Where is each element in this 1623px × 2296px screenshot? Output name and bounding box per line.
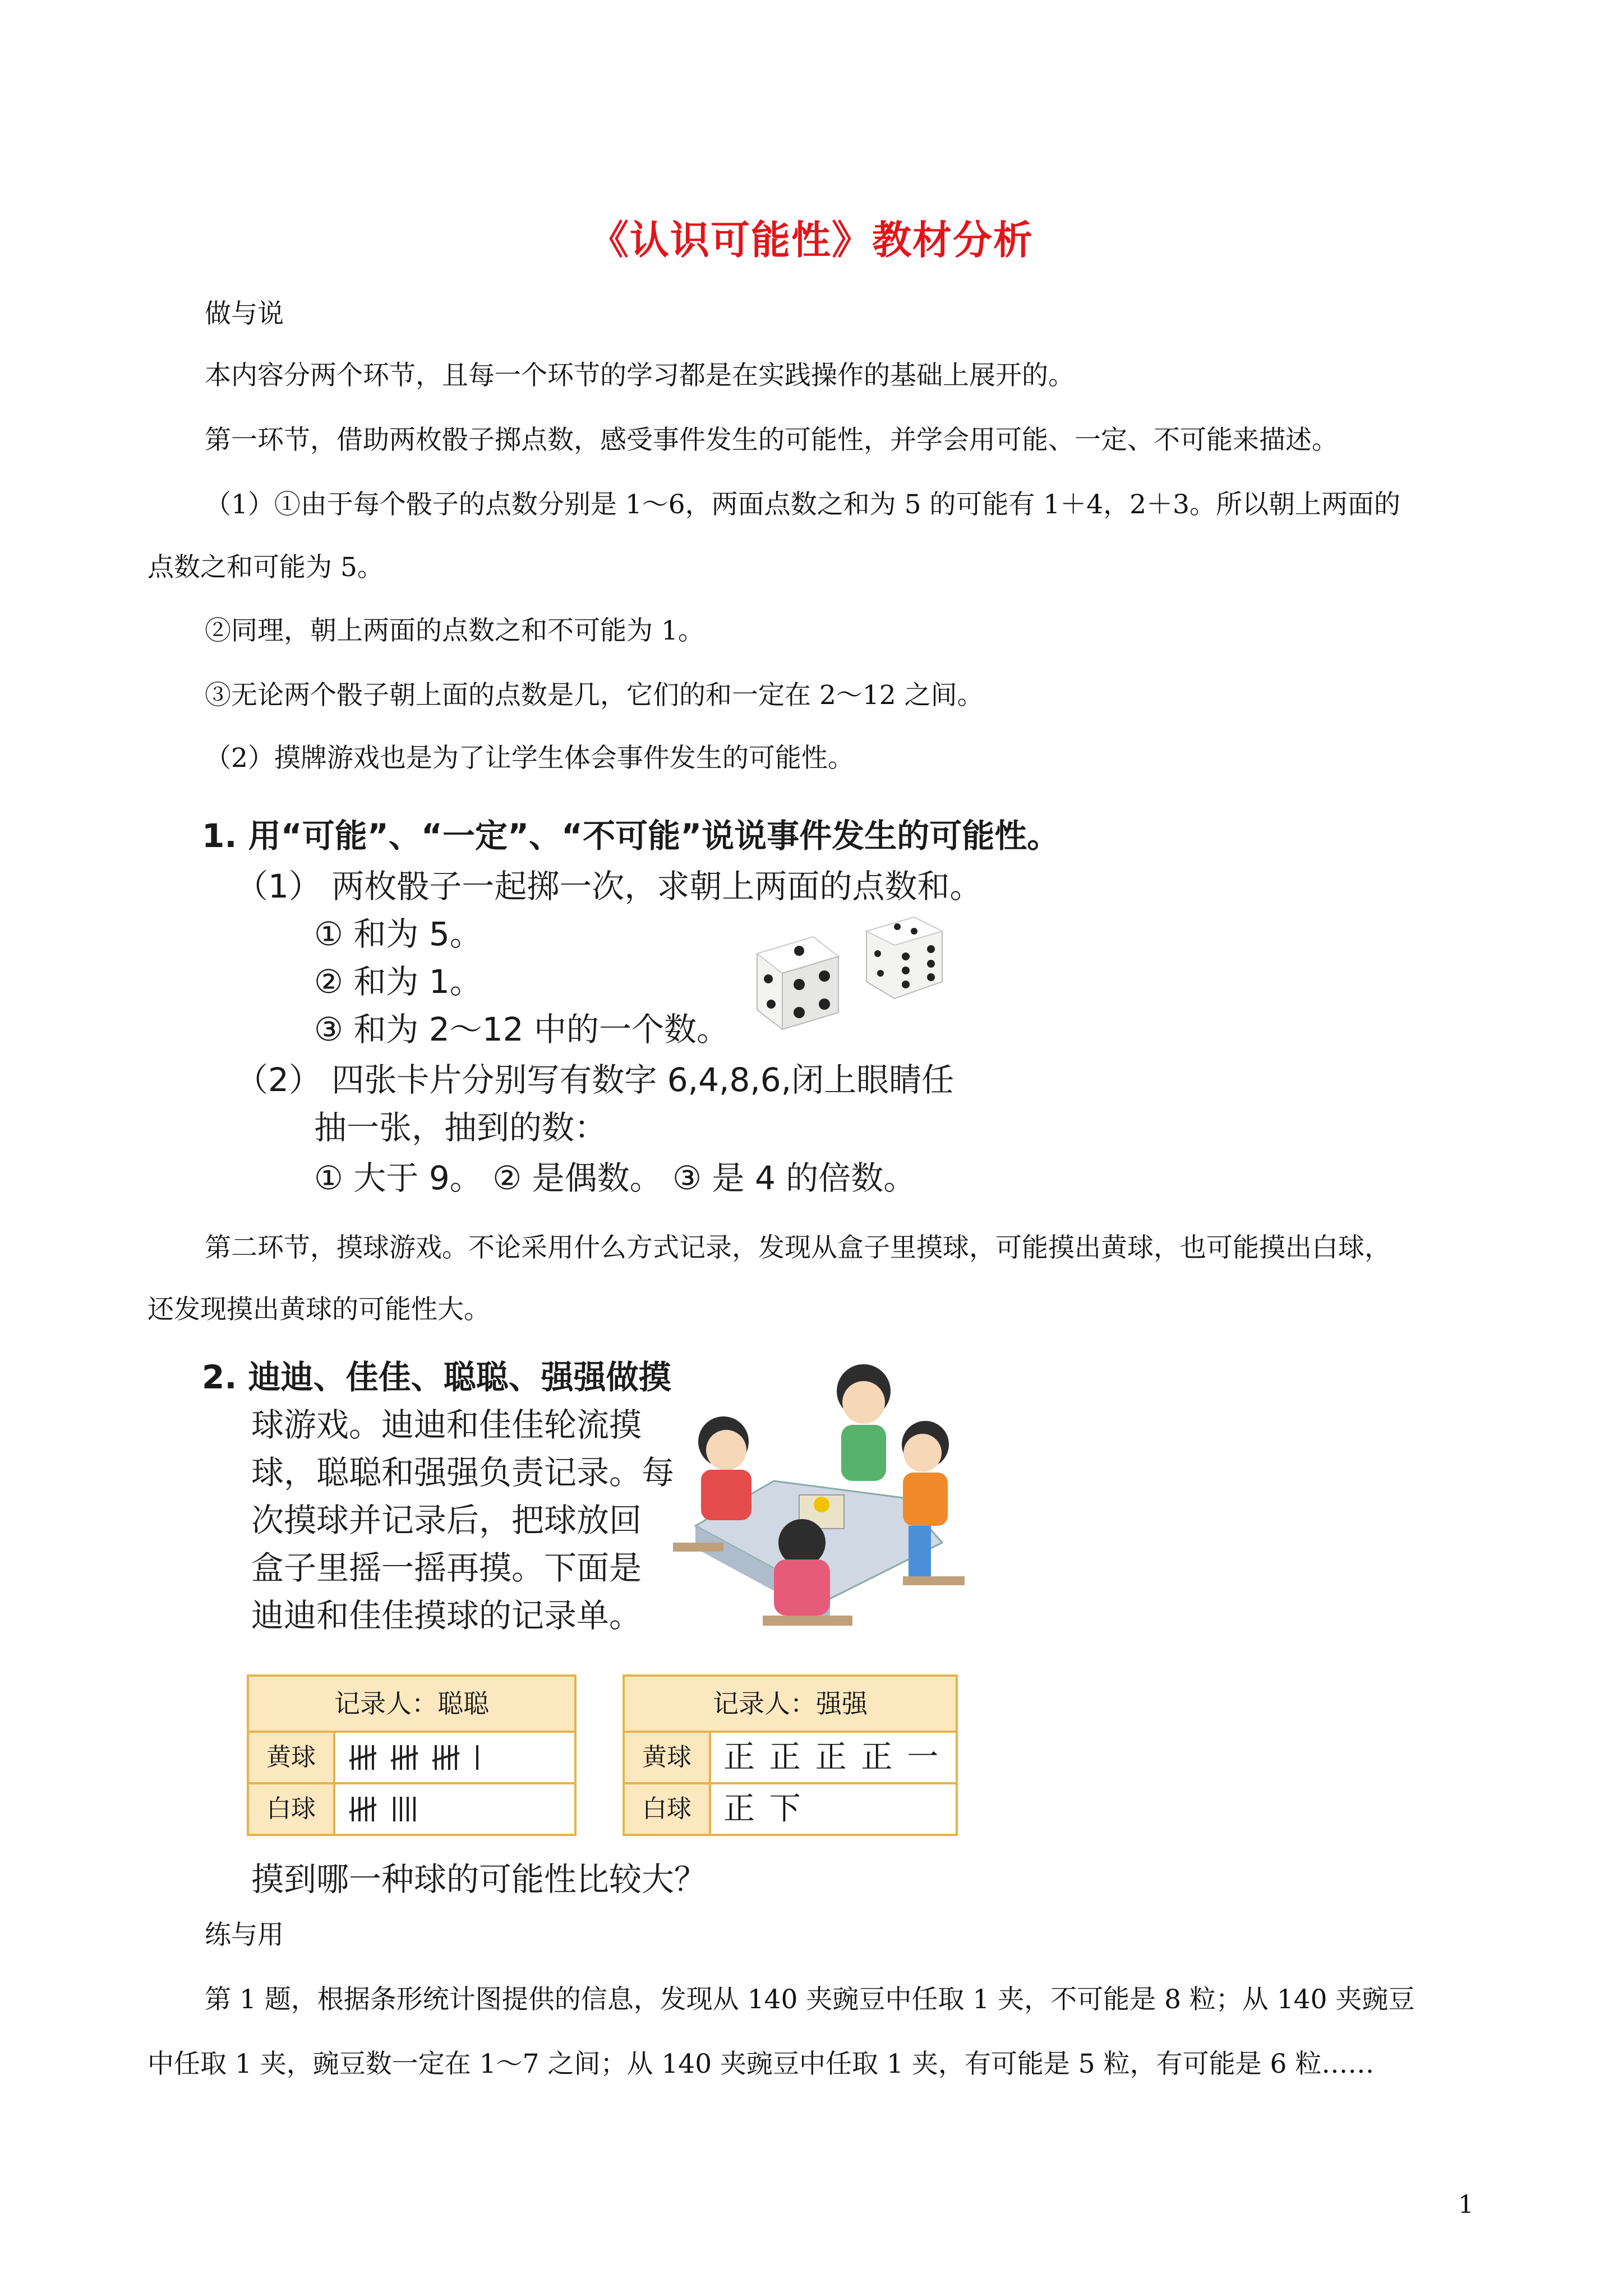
record-table-qiangqiang-white-row: [625, 1784, 956, 1836]
section-heading-practice: 练与用: [205, 1920, 284, 1950]
point4-paragraph: （2）摸牌游戏也是为了让学生体会事件发生的可能性。: [205, 743, 854, 774]
record-table-qiangqiang: [623, 1674, 958, 1836]
exercise1-sub2-options: ① 大于 9。 ② 是偶数。 ③ 是 4 的倍数。: [314, 1159, 916, 1197]
exercise2-line4: 次摸球并记录后，把球放回: [251, 1501, 642, 1539]
point1-line2: 点数之和可能为 5。: [147, 552, 384, 583]
record-table-congcong-white-row: [249, 1784, 574, 1836]
yellow-ball-label: 黄球: [249, 1733, 335, 1782]
die-left-icon: [757, 937, 838, 1029]
document-title: 《认识可能性》教材分析: [589, 217, 1034, 263]
exercise2-line3: 球，聪聪和强强负责记录。每: [251, 1453, 675, 1492]
white-ball-label: 白球: [625, 1784, 711, 1834]
exercise2-line6: 迪迪和佳佳摸球的记录单。: [251, 1596, 642, 1635]
stage2-line1: 第二环节，摸球游戏。不论采用什么方式记录，发现从盒子里摸球，可能摸出黄球，也可能摸出白球，: [205, 1232, 1391, 1263]
exercise1-option2: ② 和为 1。: [314, 963, 482, 1001]
record-table-qiangqiang-header: 记录人：强强: [625, 1677, 956, 1733]
exercise1-sub1: （1） 两枚骰子一起掷一次，求朝上两面的点数和。: [236, 867, 983, 905]
die-right-icon: [866, 917, 942, 999]
tally-marks-white: [347, 1793, 571, 1825]
exercise2-question: 摸到哪一种球的可能性比较大？: [251, 1860, 707, 1898]
exercise1-question: 1. 用“可能”、“一定”、“不可能”说说事件发生的可能性。: [202, 817, 1060, 855]
practice-line2: 中任取 1 夹，豌豆数一定在 1～7 之间；从 140 夹豌豆中任取 1 夹，有可能是 5 粒，有可能是 6 粒……: [147, 2049, 1375, 2079]
point1-line1: （1）①由于每个骰子的点数分别是 1～6，两面点数之和为 5 的可能有 1＋4，2＋3。所以朝上两面的: [205, 489, 1400, 520]
stage1-paragraph: 第一环节，借助两枚骰子掷点数，感受事件发生的可能性，并学会用可能、一定、不可能来描述。: [205, 425, 1338, 455]
practice-line1: 第 1 题，根据条形统计图提供的信息，发现从 140 夹豌豆中任取 1 夹，不可能是 8 粒；从 140 夹豌豆: [205, 1984, 1415, 2015]
exercise1-option3: ③ 和为 2～12 中的一个数。: [314, 1010, 730, 1048]
page-number: 1: [1458, 2191, 1474, 2219]
zheng-tally-yellow: 正 正 正 正 一: [723, 1739, 941, 1775]
intro-paragraph: 本内容分两个环节，且每一个环节的学习都是在实践操作的基础上展开的。: [205, 360, 1075, 391]
exercise2-line2: 球游戏。迪迪和佳佳轮流摸: [251, 1406, 642, 1444]
dice-illustration: [746, 914, 959, 1038]
stage2-line2: 还发现摸出黄球的可能性大。: [147, 1294, 490, 1325]
exercise1-sub2-line2: 抽一张，抽到的数：: [314, 1108, 607, 1147]
children-playing-illustration: [662, 1358, 976, 1638]
tally-marks-yellow: [347, 1742, 571, 1773]
record-table-congcong-yellow-row: [249, 1733, 574, 1784]
section-heading-do-and-say: 做与说: [205, 298, 284, 329]
exercise2-line1: 2. 迪迪、佳佳、聪聪、强强做摸: [202, 1358, 671, 1396]
yellow-ball-label: 黄球: [625, 1733, 711, 1782]
exercise1-sub2-line1: （2） 四张卡片分别写有数字 6,4,8,6,闭上眼睛任: [236, 1061, 955, 1099]
exercise1-option1: ① 和为 5。: [314, 915, 482, 953]
record-table-congcong: [247, 1674, 577, 1836]
point2-paragraph: ②同理，朝上两面的点数之和不可能为 1。: [205, 615, 704, 646]
record-table-qiangqiang-yellow-row: [625, 1733, 956, 1784]
white-ball-label: 白球: [249, 1784, 335, 1834]
exercise2-line5: 盒子里摇一摇再摸。下面是: [251, 1549, 642, 1587]
point3-paragraph: ③无论两个骰子朝上面的点数是几，它们的和一定在 2～12 之间。: [205, 680, 984, 711]
zheng-tally-white: 正 下: [723, 1791, 803, 1827]
record-table-congcong-header: 记录人：聪聪: [249, 1677, 574, 1733]
